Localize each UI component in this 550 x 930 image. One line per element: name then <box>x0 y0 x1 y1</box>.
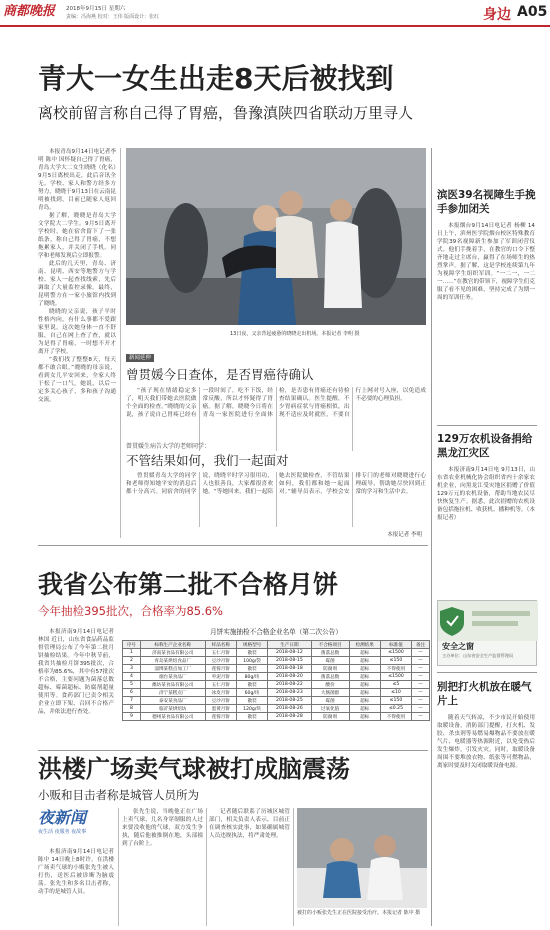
mid-subhead: 今年抽检395批次，合格率为85.6% <box>38 604 223 618</box>
table-cell: — <box>412 657 430 665</box>
table-cell: ≤150 <box>380 657 411 665</box>
column-divider <box>120 148 121 538</box>
table-header-cell: 标称生产企业名称 <box>140 641 205 649</box>
table-cell: 5 <box>123 681 141 689</box>
safety-ad-title: 安全之窗 <box>442 642 474 651</box>
table-cell: 6 <box>123 689 141 697</box>
table-header-cell: 生产日期 <box>268 641 311 649</box>
table-cell: 不得使用 <box>380 713 411 721</box>
table-cell: 超标 <box>349 681 380 689</box>
table-row <box>123 697 430 705</box>
bottom-headline: 洪楼广场卖气球被打成脑震荡 <box>38 755 350 783</box>
table-header-cell: 检测结果 <box>349 641 380 649</box>
lead-photo <box>126 148 426 325</box>
table-cell: 淄博某糕点加工厂 <box>140 665 205 673</box>
table-cell: 枣泥月饼 <box>205 673 236 681</box>
newspaper-logo: 商都晚报 <box>3 4 56 19</box>
table-cell: 1 <box>123 649 141 657</box>
table-cell: 2018-08-20 <box>268 673 311 681</box>
table-row <box>123 689 430 697</box>
table-cell: 2018-08-25 <box>268 697 311 705</box>
lead-photo-caption: 13日夜，父亲背起疲惫的晓晓走出机场。本报记者 李明 摄 <box>230 331 360 337</box>
table-header-cell: 样品名称 <box>205 641 236 649</box>
table-cell: 莲蓉月饼 <box>205 665 236 673</box>
bottom-paragraph: 张先生说，当晚他正在广场上卖气球，几名身穿制服的人过来要没收他的气球，双方发生争执，随后他被推倒在地，头部撞到了台阶上。 <box>122 809 203 847</box>
table-cell: 2018-08-28 <box>268 713 311 721</box>
table-cell: ≤1500 <box>380 673 411 681</box>
table-cell: 100g/袋 <box>236 657 267 665</box>
bottom-photo-caption: 被打的小贩张先生正在医院接受治疗。本报记者 陈中 摄 <box>297 910 421 916</box>
section-rule <box>38 750 428 751</box>
table-cell: 散装 <box>236 649 267 657</box>
table-cell: 2018-08-18 <box>268 665 311 673</box>
side-story-c-title: 别把打火机放在暖气片上 <box>437 681 532 707</box>
side-story-a-title: 滨医39名视障生手挽手参加闭关 <box>437 189 536 215</box>
table-cell: 济南某食品有限公司 <box>140 649 205 657</box>
table-cell: 80g/块 <box>236 673 267 681</box>
column-divider <box>118 808 119 926</box>
table-cell: 2018-08-22 <box>268 681 311 689</box>
bottom-photo <box>297 808 427 908</box>
table-cell: 蛋黄月饼 <box>205 705 236 713</box>
lead-paragraph: “我们找了整整8天，每天都不敢合眼。”晓晓的母亲说，看到女儿平安回来，全家人终于松了一口气。她说，以后一定多关心孩子，多和孩子沟通交流。 <box>38 357 116 403</box>
table-row <box>123 681 430 689</box>
sub-story-tag: 新闻延伸 <box>126 354 154 362</box>
masthead-rule <box>0 25 550 27</box>
sidebar-divider <box>431 148 432 926</box>
table-cell: 超标 <box>349 689 380 697</box>
failed-mooncake-table <box>122 640 430 721</box>
table-cell: 120g/块 <box>236 705 267 713</box>
table-cell: 大肠菌群 <box>311 689 349 697</box>
table-cell: 8 <box>123 705 141 713</box>
bottom-body-2 <box>122 808 290 926</box>
lead-body-column <box>38 148 116 540</box>
table-row <box>123 665 430 673</box>
safety-ad-sub: 主办单位：山东省安全生产监督管理局 <box>442 653 514 658</box>
sub-story-2 <box>126 442 426 540</box>
page-code: A05 <box>517 4 548 20</box>
table-header-cell: 备注 <box>412 641 430 649</box>
column-divider <box>293 808 294 926</box>
table-cell: ≤1500 <box>380 649 411 657</box>
table-cell: 散装 <box>236 697 267 705</box>
table-cell: 4 <box>123 673 141 681</box>
bottom-body-1 <box>38 848 114 926</box>
table-cell: 60g/块 <box>236 689 267 697</box>
lead-subhead: 离校前留言称自己得了胃癌，鲁豫滇陕四省联动万里寻人 <box>38 104 414 122</box>
night-news-logo-text: 夜新闻 <box>38 808 87 827</box>
table-cell: — <box>412 673 430 681</box>
table-cell: 烟台某食品厂 <box>140 673 205 681</box>
table-cell: 五仁月饼 <box>205 681 236 689</box>
table-cell: 7 <box>123 697 141 705</box>
table-cell: — <box>412 649 430 657</box>
mid-body: 本报济南9月14日电记者 林国 近日，山东省食品药品监督管理局公布了今年第二批月饼抽检结果。今年中秋节前，我省共抽检月饼395批次，合格率为85.6%，其中有57批次不合格，主要问题为菌落总数超标、霉菌超标、防腐剂超量使用等。食药部门已责令相关企业立即下架、召回不合格产品，并依法进行查处。 <box>38 629 114 715</box>
table-cell: ≤150 <box>380 697 411 705</box>
table-cell: 泰安某食品厂 <box>140 697 205 705</box>
lead-headline: 青大一女生出走8天后被找到 <box>38 62 394 95</box>
table-cell: 2018-08-26 <box>268 705 311 713</box>
table-cell: 超标 <box>349 657 380 665</box>
table-cell: — <box>412 713 430 721</box>
table-cell: — <box>412 705 430 713</box>
table-row <box>123 713 430 721</box>
table-cell: 散装 <box>236 713 267 721</box>
table-header-row <box>123 641 430 649</box>
section-rule <box>437 672 537 673</box>
table-cell: 3 <box>123 665 141 673</box>
table-cell: 潍坊某食品有限公司 <box>140 681 205 689</box>
table-cell: 超标 <box>349 649 380 657</box>
table-cell: 菌落总数 <box>311 673 349 681</box>
side-story-a-body: 本报烟台9月14日电记者 杨柳 14日上午，滨州医学院烟台校区特殊教育学院39名视障新生参加了军训闭营仪式。他们手挽着手，在教官的口令下整齐地走过主席台，赢得了在场师生的热烈掌声。据了解，这是学校连续第九年为视障学生组织军训。“一二一，一二一……”在教官的带领下，视障学生们克服了看不见的困难，坚持完成了为期一周的军训任务。 <box>437 223 535 301</box>
lead-paragraph: 晓晓的父亲说，孩子平时性格内向，有什么事都不爱跟家里说。这次她身体一直不舒服，自己在网上查了查，就以为是得了胃癌，一时想不开才离开了学校。 <box>38 309 116 355</box>
sub-story-2-credit: 本报记者 李明 <box>387 532 422 538</box>
section-rule <box>437 425 537 426</box>
mid-headline: 我省公布第二批不合格月饼 <box>38 570 339 599</box>
table-row <box>123 673 430 681</box>
table-cell: 防腐剂 <box>311 713 349 721</box>
table-cell: 散装 <box>236 681 267 689</box>
night-news-logo-sub: 夜生活 夜服务 夜故事 <box>38 829 87 835</box>
table-cell: 豆沙月饼 <box>205 697 236 705</box>
table-cell: 9 <box>123 713 141 721</box>
table-cell: 超标 <box>349 697 380 705</box>
table-cell: 2018-08-15 <box>268 657 311 665</box>
table-cell: 霉菌 <box>311 697 349 705</box>
mid-table-title: 月饼实施抽检不合格企业名单（第二次公告） <box>210 628 342 636</box>
table-cell: — <box>412 697 430 705</box>
lead-paragraph: 此后的几天里，青岛、济南、昆明、西安等地警方与学校、家人一起查找线索，先后调取了大量监控录像。最终，昆明警方在一家小旅馆内找到了晓晓。 <box>38 261 116 307</box>
table-cell: ≤5 <box>380 681 411 689</box>
table-cell: 不得使用 <box>380 665 411 673</box>
table-cell: 2 <box>123 657 141 665</box>
table-cell: 霉菌 <box>311 657 349 665</box>
table-cell: ≤10 <box>380 689 411 697</box>
table-cell: 临沂某烘焙坊 <box>140 705 205 713</box>
table-cell: — <box>412 681 430 689</box>
table-cell: 济宁某糕点厂 <box>140 689 205 697</box>
table-cell: — <box>412 665 430 673</box>
table-header-cell: 不合格项目 <box>311 641 349 649</box>
section-name: 身边 <box>483 7 511 23</box>
failed-mooncake-table-grid <box>122 640 430 721</box>
sub-story-1-body: “孩子现在情绪稳定多了，明天我们带她去医院做个全面的检查。”晓晓的父亲说，孩子说自己胃疼已经有一段时间了，吃不下饭，经常反酸，所以才怀疑得了胃癌。据了解，晓晓今日将在青岛一家医院进行全面体检，是否患有胃癌还有待检查结果确认。医生提醒，不少胃病症状与胃癌相似，出现不适应及时就医，不要自行上网对号入座，以免造成不必要的心理负担。 <box>126 388 426 418</box>
issue-date: 2018年9月15日 星期六 <box>66 6 126 12</box>
editor-credits: 责编：冯海燕 校对：王伟 版面设计：张红 <box>66 14 160 20</box>
table-cell: 超标 <box>349 665 380 673</box>
table-row <box>123 657 430 665</box>
table-cell: 过氧化值 <box>311 705 349 713</box>
table-cell: — <box>412 689 430 697</box>
table-row <box>123 705 430 713</box>
table-cell: 酸价 <box>311 681 349 689</box>
table-cell: 防腐剂 <box>311 665 349 673</box>
table-cell: 超标 <box>349 705 380 713</box>
table-cell: 莲蓉月饼 <box>205 713 236 721</box>
side-story-c-body: 随着天气转凉，不少市民开始使用取暖设备。消防部门提醒，打火机、发胶、杀虫剂等易燃易爆物品不要放在暖气片、电暖器等热源附近，以免受热后发生爆炸，引发火灾。同时，取暖设备周围不要堆放衣物、纸张等可燃物品，离家时要及时关闭取暖设备电源。 <box>437 715 535 769</box>
table-cell: 超标 <box>349 673 380 681</box>
table-cell: 冰皮月饼 <box>205 689 236 697</box>
bottom-subhead: 小贩和目击者称是城管人员所为 <box>38 788 199 802</box>
safety-ad <box>437 600 537 666</box>
lead-paragraph: 本报青岛9月14日电记者李明 陈中 因怀疑自己得了胃癌，青岛大学大二女生晓晓（化名）9月5日离校出走，此后音讯全无。学校、家人和警方经多方努力，晓晓于9月13日在云南昆明被找到，目前已随家人返回青岛。 <box>38 149 116 211</box>
side-story-b-body: 本报济南9月14日电 9月13日，山东省农业机械化协会组织省内十余家农机企业，向黑龙江受灾地区捐赠了价值129万元的农机设备，帮助当地农民尽快恢复生产。据悉，此次捐赠的农机设备包括拖拉机、收获机、播种机等。（本报记者） <box>437 467 535 521</box>
sub-story-1-title: 曾贯媛今日查体，是否胃癌待确认 <box>126 367 314 382</box>
bottom-paragraph: 本报济南9月14日电记者 陈中 14日晚上8时许，在洪楼广场卖气球的小贩张先生被人打伤，送医后被诊断为脑震荡。张先生和多名目击者称，动手的是城管人员。 <box>38 849 114 895</box>
table-cell: 五仁月饼 <box>205 649 236 657</box>
table-cell: 2018-08-23 <box>268 689 311 697</box>
side-story-b-title: 129万农机设备捐给黑龙江灾区 <box>437 433 533 459</box>
night-news-logo <box>38 808 114 842</box>
table-cell: 豆沙月饼 <box>205 657 236 665</box>
table-cell: ≤0.25 <box>380 705 411 713</box>
bottom-paragraph: 记者随后联系了历城区城管部门，相关负责人表示，目前正在调查核实此事，如果确属城管人员违规执法，将严肃处理。 <box>209 809 290 839</box>
sub-story-2-title: 不管结果如何，我们一起面对 <box>126 453 289 468</box>
sub-story-2-lead: 曾贯媛生病告大学的老师同学： <box>126 443 211 450</box>
lead-paragraph: 据了解，晓晓是青岛大学文学院大二学生。9月5日离开学校时，她在宿舍留下了一张纸条，称自己得了胃癌，不想拖累家人，并关闭了手机。同学和老师发现后立即报警。 <box>38 213 116 259</box>
table-row <box>123 649 430 657</box>
table-cell: 德州某食品有限公司 <box>140 713 205 721</box>
table-cell: 2018-08-12 <box>268 649 311 657</box>
table-header-cell: 标准值 <box>380 641 411 649</box>
table-header-cell: 序号 <box>123 641 141 649</box>
section-rule <box>38 545 428 546</box>
table-cell: 菌落总数 <box>311 649 349 657</box>
table-cell: 青岛某烘焙食品厂 <box>140 657 205 665</box>
sub-story-1 <box>126 344 426 442</box>
safety-shield-icon <box>438 601 538 641</box>
table-cell: 超标 <box>349 713 380 721</box>
sub-story-2-body: 曾贯媛青岛大学的同学和老师得知她平安的消息后都十分高兴。同宿舍的同学说，晓晓平时学习很用功，人也很善良，大家都很喜欢她。“等她回来，我们一起陪她去医院做检查，不管结果如何，我们都和她一起面对。”辅导员表示，学校会安排专门的老师对晓晓进行心理疏导，帮助她尽快回到正常的学习和生活中去。 <box>126 473 426 495</box>
table-header-cell: 规格型号 <box>236 641 267 649</box>
table-cell: 散装 <box>236 665 267 673</box>
